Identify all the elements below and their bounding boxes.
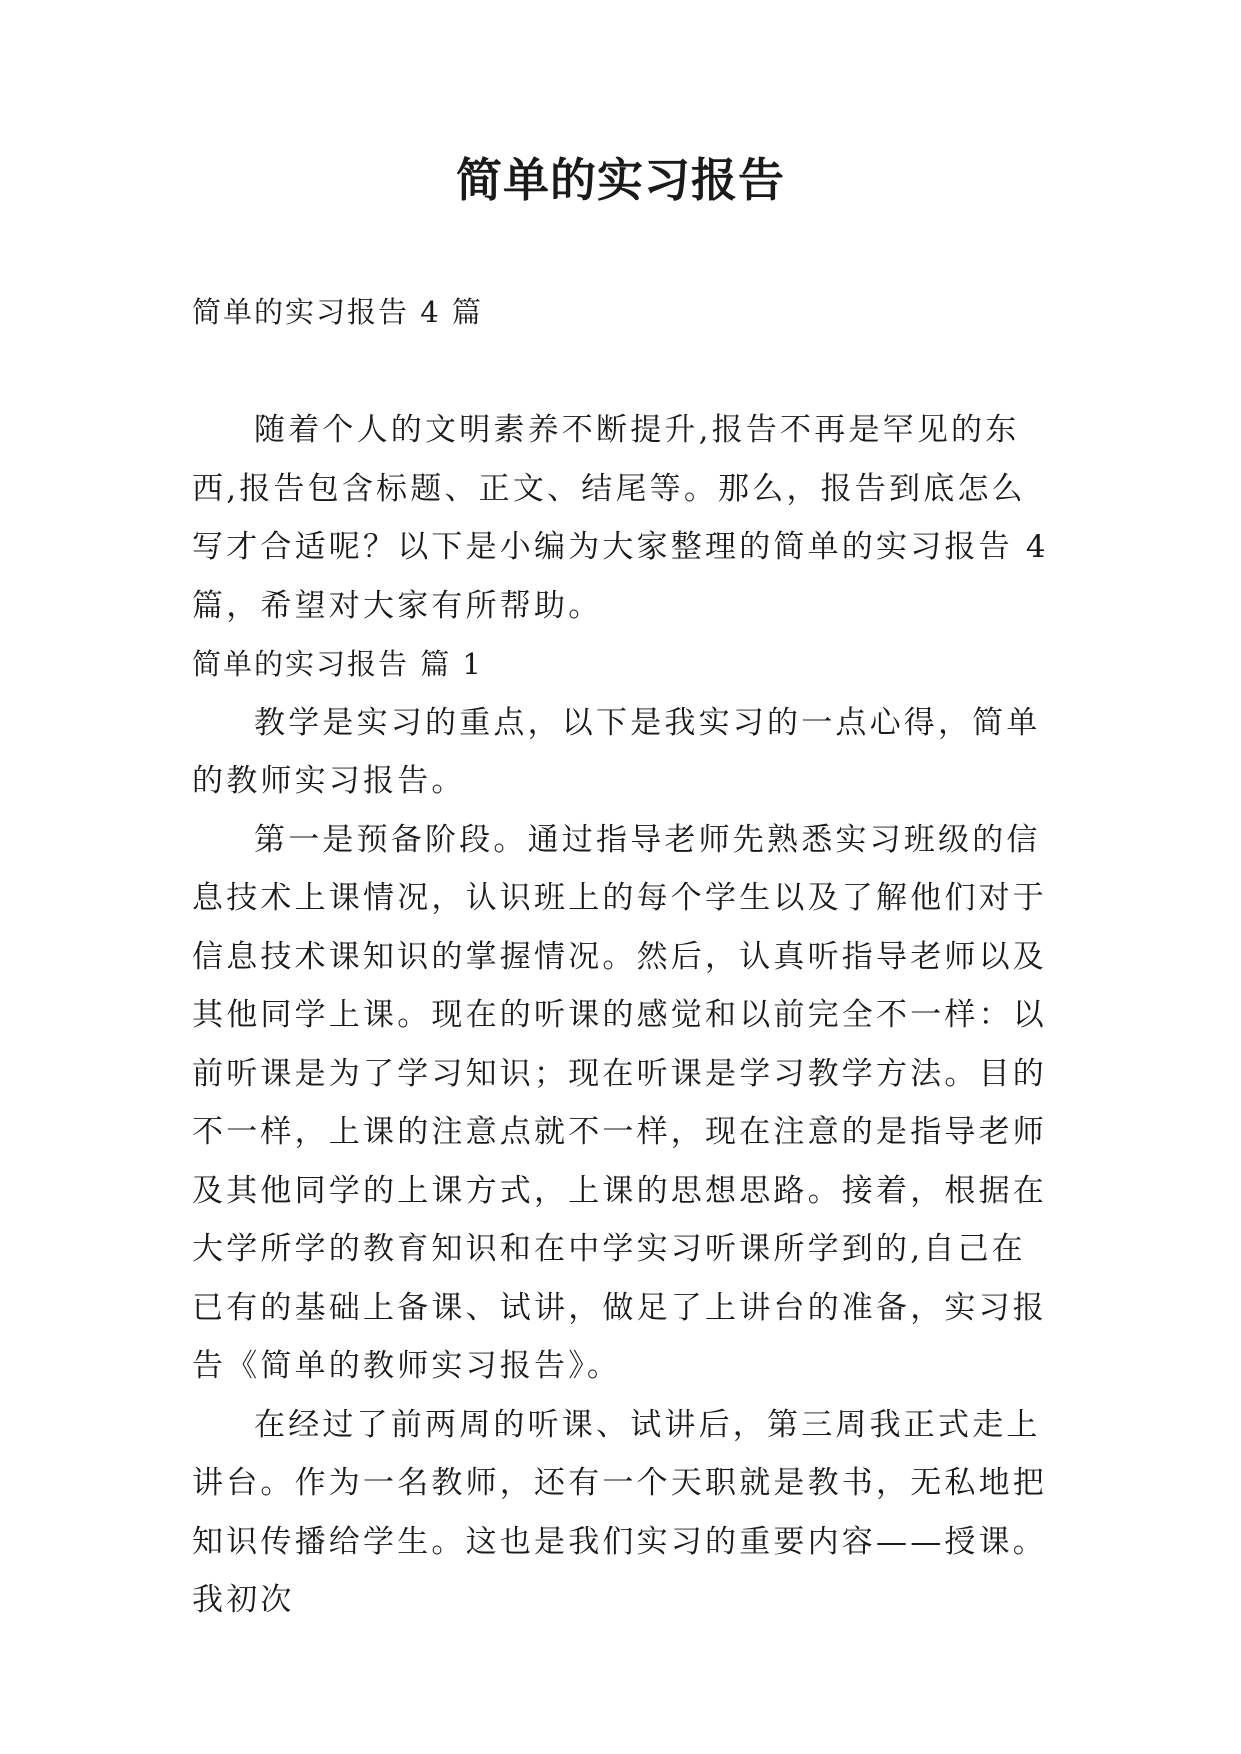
document-body xyxy=(192,401,1057,1630)
intro-paragraph: 随着个人的文明素养不断提升,报告不再是罕见的东西,报告包含标题、正文、结尾等。那么，报告到底怎么写才合适呢？以下是小编为大家整理的简单的实习报告 4 篇，希望对大家有所帮助。 xyxy=(192,412,1049,624)
body-paragraph: 第一是预备阶段。通过指导老师先熟悉实习班级的信息技术上课情况，认识班上的每个学生以及了解他们对于信息技术课知识的掌握情况。然后，认真听指导老师以及其他同学上课。现在的听课的感觉和以前完全不一样：以前听课是为了学习知识；现在听课是学习教学方法。目的不一样，上课的注意点就不一样，现在注意的是指导老师及其他同学的上课方式，上课的思想思路。接着，根据在大学所学的教育知识和在中学实习听课所学到的,自己在已有的基础上备课、试讲，做足了上讲台的准备，实习报告《简单的教师实习报告》。 xyxy=(192,821,1047,1384)
document-subtitle: 简单的实习报告 4 篇 xyxy=(192,295,483,329)
body-paragraph: 在经过了前两周的听课、试讲后，第三周我正式走上讲台。作为一名教师，还有一个天职就是教书，无私地把知识传播给学生。这也是我们实习的重要内容——授课。我初次 xyxy=(192,1406,1047,1618)
section-heading: 简单的实习报告 篇 1 xyxy=(192,647,483,681)
document-title: 简单的实习报告 xyxy=(456,153,785,207)
body-paragraph: 教学是实习的重点，以下是我实习的一点心得，简单的教师实习报告。 xyxy=(192,704,1041,799)
